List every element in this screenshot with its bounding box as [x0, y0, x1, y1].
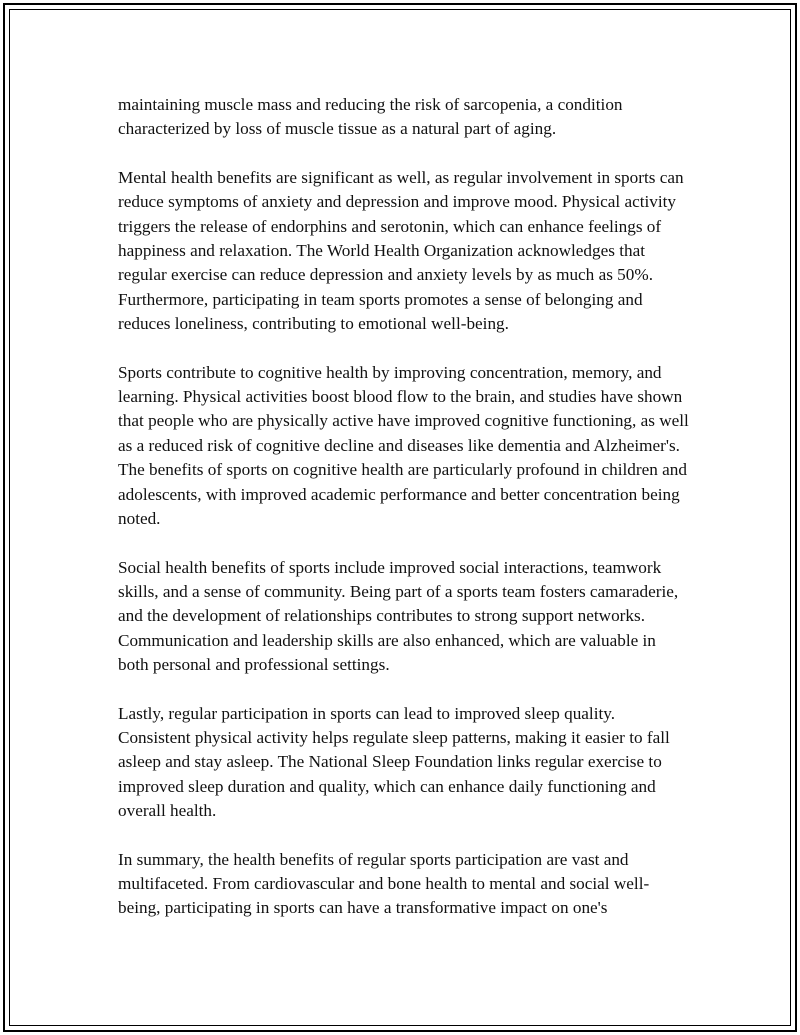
paragraph-sarcopenia: maintaining muscle mass and reducing the risk of sarcopenia, a condition characterized by loss of muscle tissue as a natural part of aging.: [118, 95, 623, 139]
paragraph-cognitive-health: Sports contribute to cognitive health by improving concentration, memory, and learning. Physical activities boost blood flow to the brain, and studies have shown that people who are physically active have improved cognitive functioning, as well as a reduced risk of cognitive decline and diseases like dementia and Alzheimer's. The benefits of sports on cognitive health are particularly profound in children and adolescents, with improved academic performance and better concentration being noted.: [118, 362, 689, 528]
paragraph-social-health: Social health benefits of sports include improved social interactions, teamwork skills, and a sense of community. Being part of a sports team fosters camaraderie, and the development of relationships contributes to strong support networks. Communication and leadership skills are also enhanced, which are valuable in both personal and professional settings.: [118, 557, 679, 674]
document-body: [118, 93, 690, 945]
paragraph-sleep-quality: Lastly, regular participation in sports can lead to improved sleep quality. Consistent physical activity helps regulate sleep patterns, making it easier to fall asleep and stay asleep. The National Sleep Foundation links regular exercise to improved sleep duration and quality, which can enhance daily functioning and overall health.: [118, 703, 670, 820]
paragraph-summary: In summary, the health benefits of regular sports participation are vast and multifaceted. From cardiovascular and bone health to mental and social well-being, participating in sports can have a transformative impact on one's: [118, 849, 650, 918]
paragraph-mental-health: Mental health benefits are significant as well, as regular involvement in sports can reduce symptoms of anxiety and depression and improve mood. Physical activity triggers the release of endorphins and serotonin, which can enhance feelings of happiness and relaxation. The World Health Organization acknowledges that regular exercise can reduce depression and anxiety levels by as much as 50%. Furthermore, participating in team sports promotes a sense of belonging and reduces loneliness, contributing to emotional well-being.: [118, 168, 684, 334]
